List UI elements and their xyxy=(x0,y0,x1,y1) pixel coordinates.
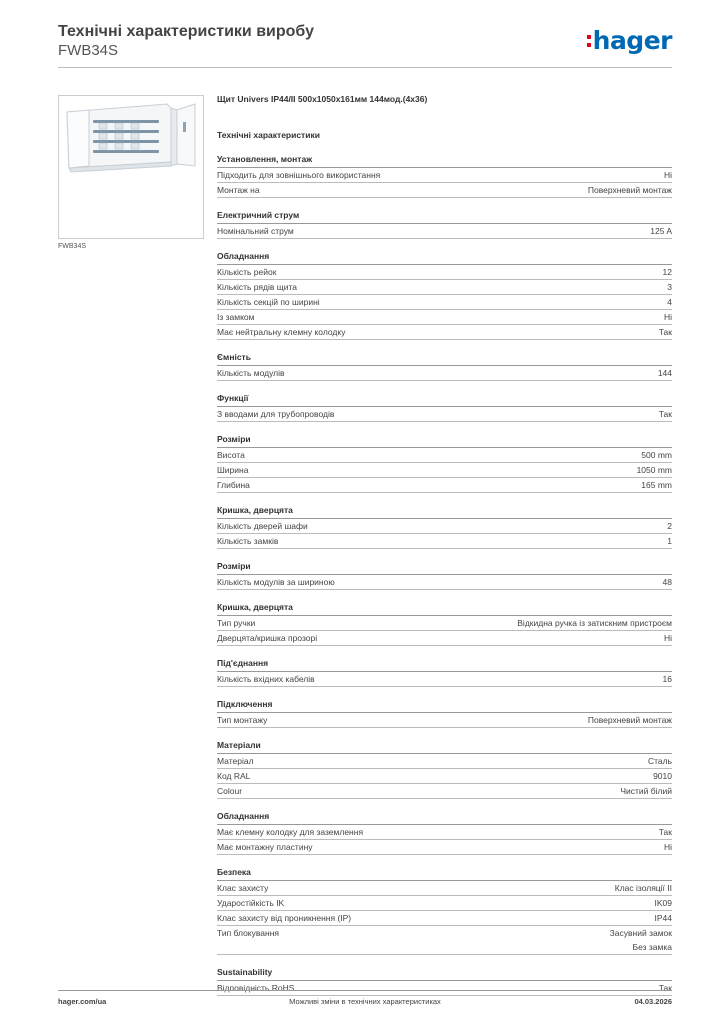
spec-value: Чистий білий xyxy=(620,786,672,796)
section-title: Функції xyxy=(217,393,672,407)
spec-section xyxy=(217,658,672,687)
spec-row xyxy=(217,713,672,728)
spec-sections xyxy=(217,154,672,996)
spec-value: 165 mm xyxy=(641,480,672,490)
spec-label: Монтаж на xyxy=(217,185,260,195)
spec-section xyxy=(217,434,672,493)
spec-value: Ні xyxy=(663,633,672,643)
spec-value: IP44 xyxy=(654,913,672,923)
spec-row xyxy=(217,896,672,911)
page-title: Технічні характеристики виробу xyxy=(58,23,314,40)
spec-label: Клас захисту від проникнення (IP) xyxy=(217,913,352,923)
spec-value: 1 xyxy=(667,536,672,546)
spec-section xyxy=(217,699,672,728)
spec-row xyxy=(217,478,672,493)
spec-section xyxy=(217,561,672,590)
spec-value: Засувний замок Без замка xyxy=(609,928,672,952)
spec-label: Тип монтажу xyxy=(217,715,268,725)
spec-value: 48 xyxy=(662,577,672,587)
product-image xyxy=(58,95,204,239)
spec-section xyxy=(217,602,672,646)
spec-section xyxy=(217,740,672,799)
spec-value: IK09 xyxy=(654,898,672,908)
section-title: Безпека xyxy=(217,867,672,881)
section-title: Електричний струм xyxy=(217,210,672,224)
spec-row xyxy=(217,407,672,422)
spec-row xyxy=(217,784,672,799)
page-header xyxy=(58,22,672,60)
distribution-board-image xyxy=(59,96,203,238)
spec-row xyxy=(217,911,672,926)
image-caption: FWB34S xyxy=(58,243,87,250)
spec-value: Поверхневий монтаж xyxy=(587,185,672,195)
section-title: Розміри xyxy=(217,434,672,448)
spec-value: 1050 mm xyxy=(636,465,672,475)
spec-label: Має монтажну пластину xyxy=(217,842,313,852)
spec-row xyxy=(217,295,672,310)
spec-value: Клас ізоляції II xyxy=(614,883,672,893)
spec-label: Клас захисту xyxy=(217,883,269,893)
spec-value: Відкидна ручка із затискним пристроєм xyxy=(517,618,672,628)
spec-section xyxy=(217,251,672,340)
spec-row xyxy=(217,616,672,631)
spec-value: 144 xyxy=(657,368,672,378)
spec-label: Кількість секцій по ширині xyxy=(217,297,320,307)
spec-row xyxy=(217,981,672,996)
spec-row xyxy=(217,265,672,280)
hager-logo: hager xyxy=(587,26,672,55)
section-title: Матеріали xyxy=(217,740,672,754)
spec-label: Тип ручки xyxy=(217,618,256,628)
product-title: Щит Univers IP44/II 500x1050x161мм 144мод.(4x36) xyxy=(217,94,428,104)
spec-label: Кількість дверей шафи xyxy=(217,521,308,531)
spec-row xyxy=(217,631,672,646)
spec-value: 4 xyxy=(667,297,672,307)
spec-section xyxy=(217,210,672,239)
spec-label: Colour xyxy=(217,786,243,796)
spec-label: Кількість вхідних кабелів xyxy=(217,674,315,684)
spec-value: 125 A xyxy=(650,226,672,236)
spec-label: Кількість рейок xyxy=(217,267,277,277)
spec-section xyxy=(217,505,672,549)
spec-value: 12 xyxy=(662,267,672,277)
spec-label: Матеріал xyxy=(217,756,254,766)
spec-section xyxy=(217,352,672,381)
spec-row xyxy=(217,224,672,239)
spec-value: 9010 xyxy=(653,771,672,781)
spec-label: Має клемну колодку для заземлення xyxy=(217,827,364,837)
spec-value: Ні xyxy=(663,170,672,180)
spec-section xyxy=(217,393,672,422)
spec-label: Із замком xyxy=(217,312,255,322)
spec-label: Має нейтральну клемну колодку xyxy=(217,327,346,337)
spec-label: З вводами для трубопроводів xyxy=(217,409,335,419)
tech-specs-heading: Технічні характеристики xyxy=(217,130,320,140)
spec-value: Так xyxy=(658,409,672,419)
section-title: Підключення xyxy=(217,699,672,713)
spec-label: Глибина xyxy=(217,480,250,490)
footer-website-link[interactable]: hager.com/ua xyxy=(58,997,107,1006)
spec-label: Кількість замків xyxy=(217,536,279,546)
spec-value: Так xyxy=(658,827,672,837)
footer-disclaimer: Можливі зміни в технічних характеристиках xyxy=(289,997,441,1006)
spec-row xyxy=(217,534,672,549)
section-title: Розміри xyxy=(217,561,672,575)
spec-value: Так xyxy=(658,327,672,337)
spec-row xyxy=(217,366,672,381)
spec-label: Відповідність RoHS xyxy=(217,983,295,993)
section-title: Ємність xyxy=(217,352,672,366)
spec-section xyxy=(217,154,672,198)
spec-value: Сталь xyxy=(647,756,672,766)
section-title: Обладнання xyxy=(217,251,672,265)
spec-section xyxy=(217,811,672,855)
spec-row xyxy=(217,825,672,840)
section-title: Кришка, дверцята xyxy=(217,602,672,616)
spec-value: 16 xyxy=(662,674,672,684)
spec-value: Ні xyxy=(663,312,672,322)
header-divider xyxy=(58,67,672,68)
spec-row xyxy=(217,325,672,340)
section-title: Установлення, монтаж xyxy=(217,154,672,168)
spec-row xyxy=(217,183,672,198)
spec-row xyxy=(217,280,672,295)
spec-row xyxy=(217,881,672,896)
spec-row xyxy=(217,310,672,325)
spec-value: Так xyxy=(658,983,672,993)
product-code: FWB34S xyxy=(58,42,119,59)
spec-row xyxy=(217,575,672,590)
spec-content xyxy=(217,94,672,996)
spec-section xyxy=(217,967,672,996)
spec-row xyxy=(217,448,672,463)
section-title: Обладнання xyxy=(217,811,672,825)
spec-row xyxy=(217,769,672,784)
section-title: Під'єднання xyxy=(217,658,672,672)
spec-label: Кількість рядів щита xyxy=(217,282,297,292)
spec-section xyxy=(217,867,672,955)
spec-label: Номінальний струм xyxy=(217,226,294,236)
logo-dots-icon xyxy=(587,34,592,48)
spec-row xyxy=(217,926,672,955)
spec-label: Ширина xyxy=(217,465,249,475)
footer-date: 04.03.2026 xyxy=(634,997,672,1006)
spec-row xyxy=(217,519,672,534)
spec-label: Кількість модулів за шириною xyxy=(217,577,335,587)
spec-value: Поверхневий монтаж xyxy=(587,715,672,725)
spec-value: 3 xyxy=(667,282,672,292)
spec-value: Ні xyxy=(663,842,672,852)
section-title: Sustainability xyxy=(217,967,672,981)
spec-row xyxy=(217,754,672,769)
spec-value: 500 mm xyxy=(641,450,672,460)
section-title: Кришка, дверцята xyxy=(217,505,672,519)
spec-label: Удароcтійкість IK xyxy=(217,898,285,908)
spec-label: Код RAL xyxy=(217,771,251,781)
spec-label: Тип блокування xyxy=(217,928,280,938)
spec-row xyxy=(217,168,672,183)
spec-row xyxy=(217,840,672,855)
spec-label: Кількість модулів xyxy=(217,368,285,378)
spec-value: 2 xyxy=(667,521,672,531)
spec-row xyxy=(217,672,672,687)
footer-divider xyxy=(58,990,672,991)
spec-row xyxy=(217,463,672,478)
spec-label: Підходить для зовнішнього використання xyxy=(217,170,381,180)
spec-label: Дверцята/кришка прозорі xyxy=(217,633,318,643)
spec-label: Висота xyxy=(217,450,245,460)
